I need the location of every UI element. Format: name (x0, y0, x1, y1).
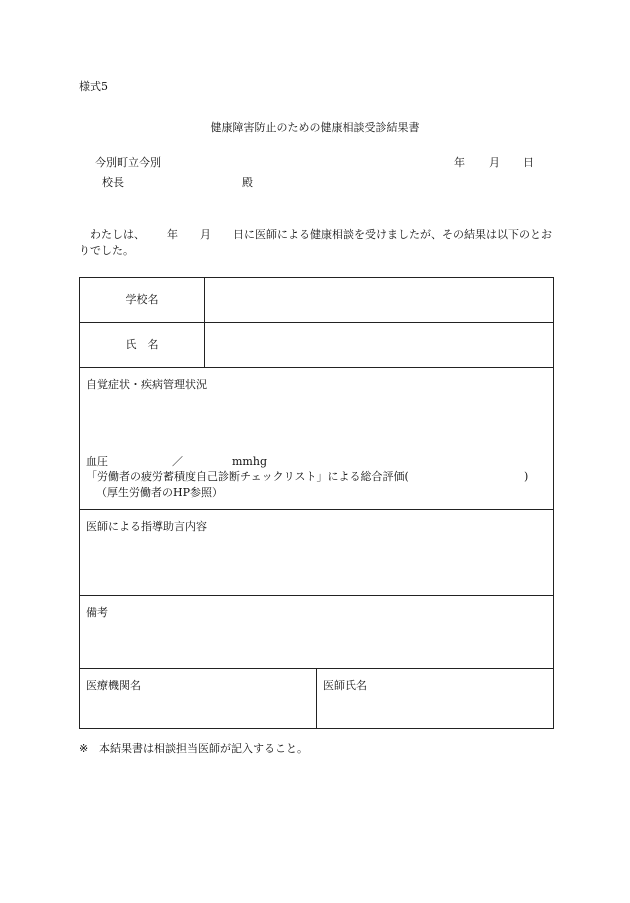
doctor-label: 医師氏名 (323, 679, 367, 692)
name-label: 氏 名 (125, 337, 159, 351)
footnote (79, 742, 308, 756)
blood-pressure-row (86, 455, 267, 469)
row-symptoms (80, 368, 554, 510)
doctor-cell[interactable] (317, 669, 554, 729)
date-year-label: 年 (454, 156, 465, 169)
checklist-row (86, 470, 536, 484)
advice-label: 医師による指導助言内容 (86, 520, 207, 533)
result-form-table (79, 277, 554, 729)
date-month-label: 月 (489, 156, 500, 169)
symptoms-label: 自覚症状・疾病管理状況 (86, 378, 207, 391)
school-label: 学校名 (125, 292, 159, 306)
row-school (80, 278, 554, 323)
remarks-cell[interactable] (80, 596, 554, 669)
row-name (80, 323, 554, 368)
symptoms-cell[interactable] (80, 368, 554, 510)
date-day-label: 日 (523, 156, 534, 169)
row-remarks (80, 596, 554, 669)
institution-label: 医療機関名 (86, 679, 141, 692)
intro-part1: わたしは、 (90, 228, 145, 241)
institution-cell[interactable] (80, 669, 317, 729)
school-value-cell[interactable] (205, 278, 554, 323)
checklist-text: 「労働者の疲労蓄積度自己診断チェックリスト」による総合評価( (86, 470, 409, 483)
bp-slash: ／ (172, 455, 183, 468)
footnote-text: 本結果書は相談担当医師が記入すること。 (99, 742, 308, 755)
row-advice (80, 510, 554, 596)
principal-title: 校長 (102, 176, 124, 189)
form-number: 様式5 (79, 80, 108, 93)
intro-month: 月 (200, 228, 211, 241)
honorific: 殿 (242, 176, 253, 189)
intro-rest: 日に医師による健康相談を受けましたが、その結果は以下のとおりでした。 (79, 228, 552, 257)
bp-unit: mmhg (232, 455, 267, 468)
checklist-close: ) (524, 470, 529, 483)
intro-statement (79, 227, 554, 259)
row-signature (80, 669, 554, 729)
document-title: 健康障害防止のための健康相談受診結果書 (210, 121, 420, 134)
school-label-cell (80, 278, 205, 323)
blood-pressure-label: 血圧 (86, 455, 108, 468)
intro-year: 年 (167, 228, 178, 241)
addressee-school: 今別町立今別 (95, 156, 161, 169)
footnote-mark: ※ (79, 742, 89, 755)
advice-cell[interactable] (80, 510, 554, 596)
name-label-cell (80, 323, 205, 368)
name-value-cell[interactable] (205, 323, 554, 368)
remarks-label: 備考 (86, 606, 108, 619)
checklist-note: （厚生労働者のHP参照） (96, 486, 223, 499)
